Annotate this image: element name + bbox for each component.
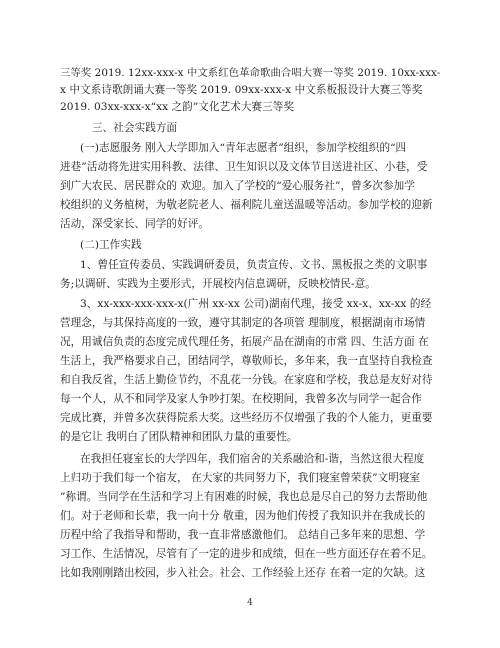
paragraph-line: 习工作、生活情况，尽管有了一定的进步和成绩，但在一些方面还存在着不足。 — [60, 548, 433, 560]
paragraph-line: 3、xx-xxx-xxx-xxx-x(广州 xx-xx 公司)湖南代理，接受 xx-x、xx-xx 的经 — [80, 298, 432, 310]
paragraph-line: 在我担任寝室长的大学四年，我们宿舍的关系融洽和-谐，当然这很大程度 — [80, 453, 425, 465]
paragraph-line: (一)志愿服务 刚入大学即加入“青年志愿者”组织，参加学校组织的“四 — [80, 142, 407, 154]
paragraph-line: 务;以调研、实践为主要形式，开展校内信息调研，反映校情民-意。 — [60, 278, 376, 290]
paragraph-line: 和自我反省，生活上勤俭节约，不乱花一分钱。在家庭和学校，我总是友好对待 — [60, 374, 433, 386]
paragraph-line: 上归功于我们每一个宿友， 在大家的共同努力下，我们寝室曾荣获”文明寝室 — [60, 472, 421, 484]
text-line: 三等奖 2019. 12xx-xxx-x 中文系红色革命歌曲合唱大赛一等奖 2019. 10xx-xxx- — [60, 67, 441, 79]
text-line: x 中文系诗歌朗诵大赛一等奖 2019. 09xx-xxx-x 中文系板报设计大赛三等奖 — [60, 84, 423, 96]
text-line: 2019. 03xx-xxx-x“xx 之韵”文化艺术大赛三等奖 — [60, 101, 295, 113]
paragraph-line: 校组织的义务植树，为敬老院老人、福利院儿童送温暖等活动。参加学校的迎新 — [60, 199, 433, 211]
paragraph-line: ”称谓。当同学在生活和学习上有困难的时候，我也总是尽自己的努力去帮助他 — [60, 491, 428, 503]
paragraph-line: 营理念，与其保持高度的一致，遵守其制定的各项管 理制度，根据湖南市场情 — [60, 317, 426, 329]
paragraph-line: 1、曾任宣传委员、实践调研委员，负责宣传、文书、黑板报之类的文职事 — [80, 259, 428, 271]
paragraph-line: 况，用诚信负责的态度完成代理任务，拓展产品在湖南的市常 四、生活方面 在 — [60, 336, 429, 348]
page-number: 4 — [247, 598, 253, 608]
section-heading: 三、社会实践方面 — [92, 122, 178, 134]
paragraph-line: 进巷”活动将先进实用科教、法律、卫生知识以及文体节目送进社区、小巷，受 — [60, 161, 428, 173]
paragraph-line: 完成比赛，并曾多次获得院系大奖。这些经历不仅增强了我的个人能力，更重要 — [60, 412, 433, 424]
paragraph-line: 比如我刚刚踏出校园，步入社会。社会、工作经验上还存 在着一定的欠缺。这 — [60, 567, 426, 579]
paragraph-line: 们。对于老师和长辈，我一向十分 敬重，因为他们传授了我知识并在我成长的 — [60, 510, 426, 522]
paragraph-line: 到广大农民、居民群众的 欢迎。加入了学校的“爱心服务社”，曾多次参加学 — [60, 180, 415, 192]
paragraph-line: 生活上，我严格要求自己，团结同学，尊敬师长，多年来，我一直坚持自我检查 — [60, 355, 433, 367]
paragraph-line: 的是它让 我明白了团队精神和团队力量的重要性。 — [60, 431, 298, 443]
paragraph-line: 活动，深受家长、同学的好评。 — [60, 218, 210, 230]
paragraph-line: 每一个人，从不和同学及家人争吵打架。在校期间，我曾多次与同学一起合作 — [60, 393, 422, 405]
subsection-heading: (二)工作实践 — [80, 239, 142, 251]
paragraph-line: 历程中给了我指导和帮助，我一直非常感激他们。 总结自己多年来的思想、学 — [60, 529, 426, 541]
